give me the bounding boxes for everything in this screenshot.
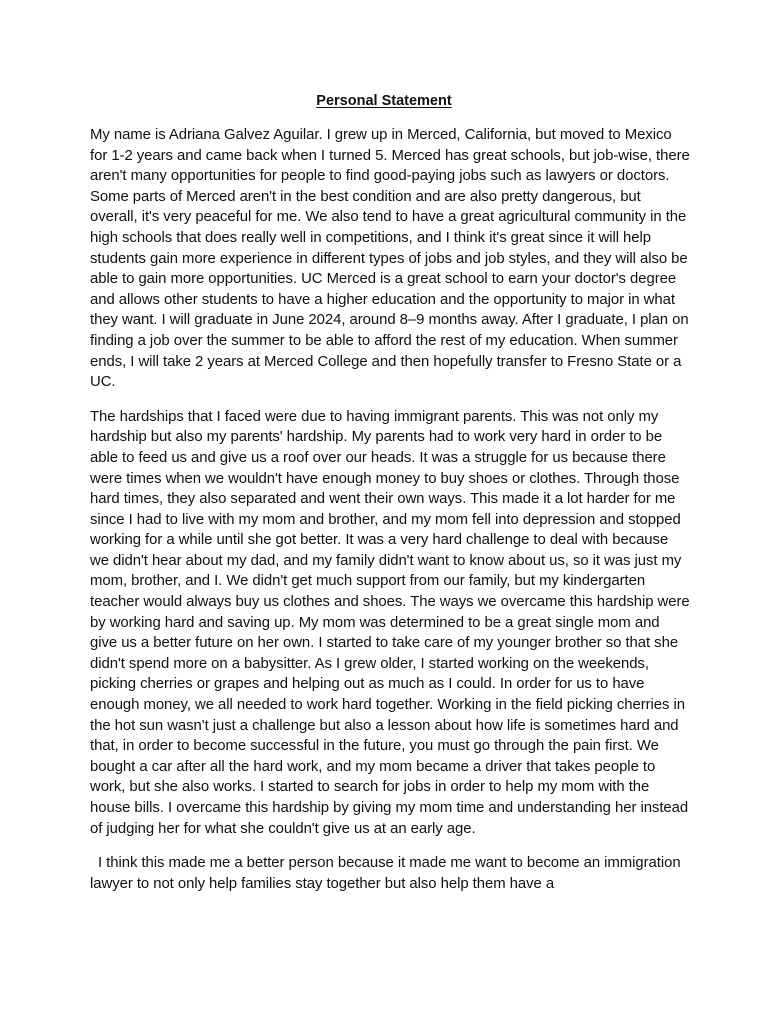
page-title xyxy=(0,92,768,110)
paragraph-2: The hardships that I faced were due to having immigrant parents. This was not only my hardship but also my parents' hardship. My parents had to work very hard in order to be able to feed us and give us a roof over our heads. It was a struggle for us because there were times when we wouldn't have enough money to buy shoes or clothes. Through those hard times, they also separated and went their own ways. This made it a lot harder for me since I had to live with my mom and brother, and my mom fell into depression and stopped working for a while until she got better. It was a very hard challenge to deal with because we didn't hear about my dad, and my family didn't want to know about us, so it was just my mom, brother, and I. We didn't get much support from our family, but my kindergarten teacher would always buy us clothes and shoes. The ways we overcame this hardship were by working hard and saving up. My mom was determined to be a great single mom and give us a better future on her own. I started to take care of my younger brother so that she didn't spend more on a babysitter. As I grew older, I started working on the weekends, picking cherries or grapes and helping out as much as I could. In order for us to have enough money, we all needed to work hard together. Working in the field picking cherries in the hot sun wasn't just a challenge but also a lesson about how life is sometimes hard and that, in order to become successful in the future, you must go through the pain first. We bought a car after all the hard work, and my mom became a driver that takes people to work, but she also works. I started to search for jobs in order to help my mom with the house bills. I overcame this hardship by giving my mom time and understanding her instead of judging her for what she couldn't give us at an early age. xyxy=(90,408,690,837)
page-title-text: Personal Statement xyxy=(316,93,452,109)
document-body xyxy=(90,125,690,908)
paragraph-1: My name is Adriana Galvez Aguilar. I grew up in Merced, California, but moved to Mexico for 1-2 years and came back when I turned 5. Merced has great schools, but job-wise, there aren't many opportunities for people to find good-paying jobs such as lawyers or doctors. Some parts of Merced aren't in the best condition and are also pretty dangerous, but overall, it's very peaceful for me. We also tend to have a great agricultural community in the high schools that does really well in competitions, and I think it's great since it will help students gain more experience in different types of jobs and job styles, and they will also be able to gain more opportunities. UC Merced is a great school to earn your doctor's degree and allows other students to have a higher education and the opportunity to major in what they want. I will graduate in June 2024, around 8–9 months away. After I graduate, I plan on finding a job over the summer to be able to afford the rest of my education. When summer ends, I will take 2 years at Merced College and then hopefully transfer to Fresno State or a UC. xyxy=(90,127,690,391)
paragraph-3: I think this made me a better person because it made me want to become an immigration lawyer to not only help families stay together but also help them have a xyxy=(90,855,681,892)
